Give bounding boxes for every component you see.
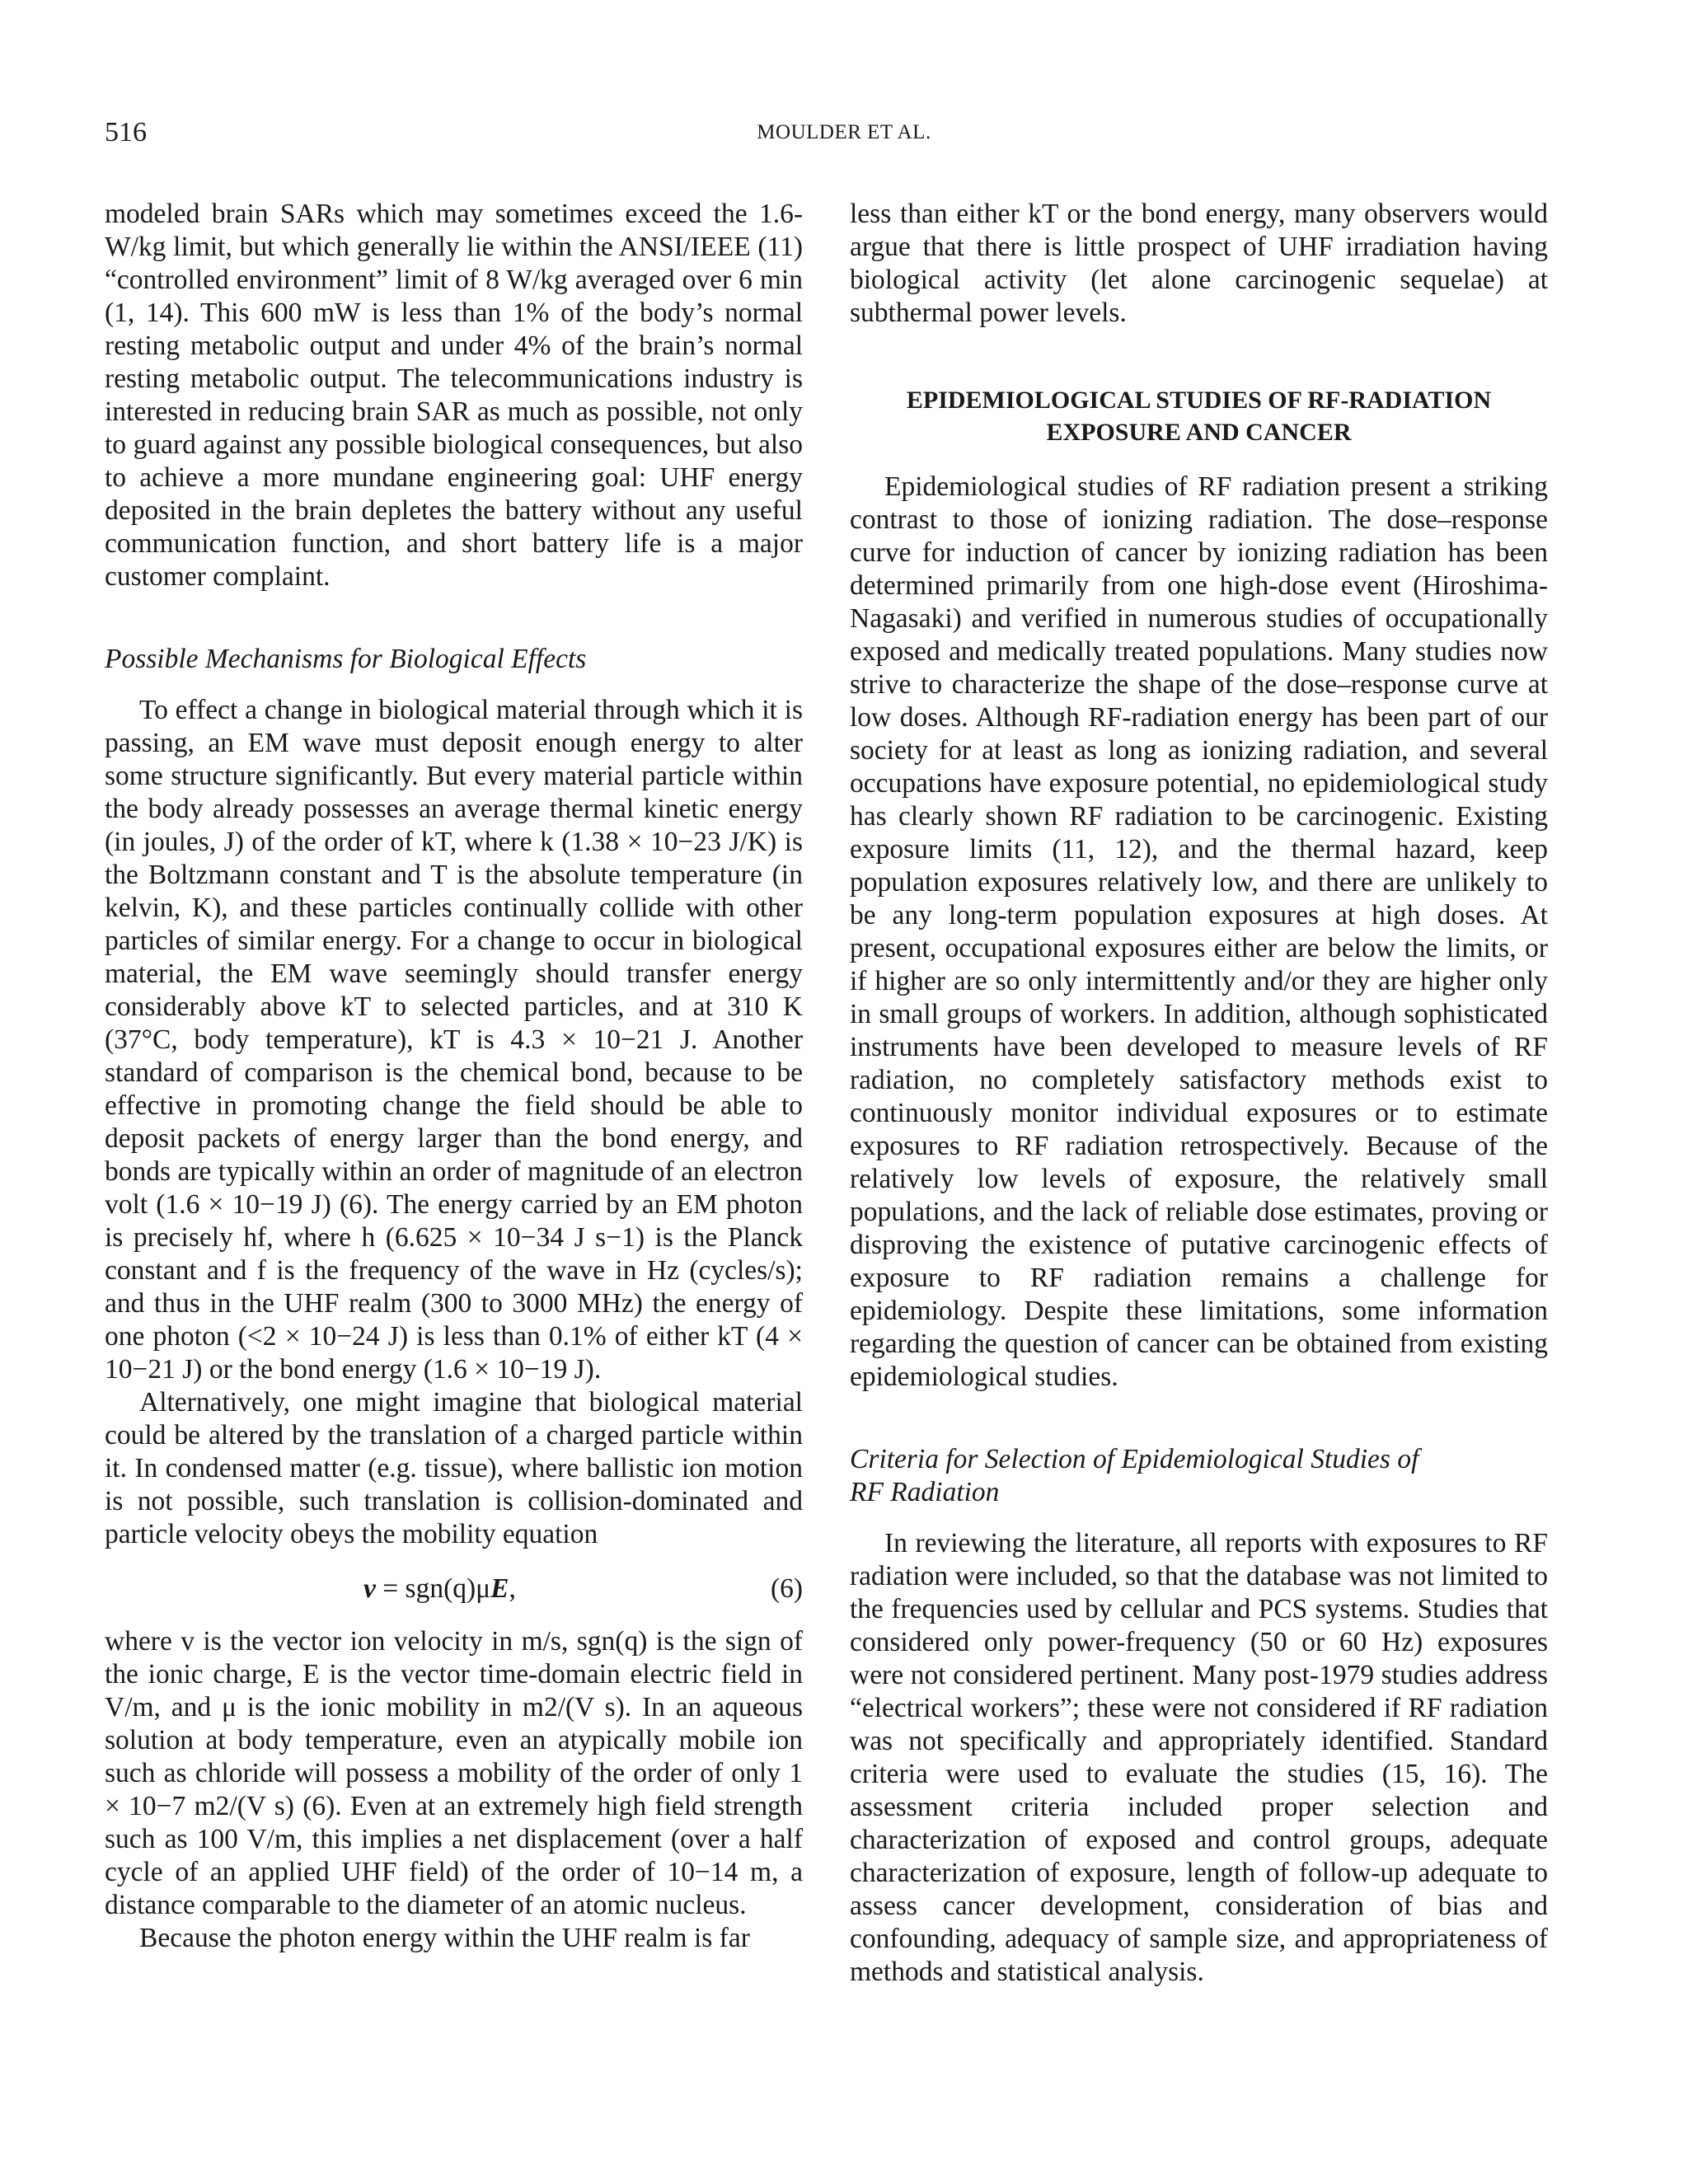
paragraph-literature-review: In reviewing the literature, all reports with exposures to RF radiation were included, so that the database was not limited to the frequencies used by cellular and PCS systems. Studies that considered only power-frequency (50 or 60 Hz) exposures were not considered pertinent. Many post-1979 studies address “electrical workers”; these were not considered if RF radiation was not specifically and appropriately identified. Standard criteria were used to evaluate the studies (15, 16). The assessment criteria included proper selection and characterization of exposed and control groups, adequate characterization of exposure, length of follow-up adequate to assess cancer development, consideration of bias and confounding, adequacy of sample size, and appropriateness of methods and statistical analysis. bbox=[850, 1528, 1548, 1987]
paragraph-charged-particle: Alternatively, one might imagine that biological material could be altered by the translation of a charged particle within it. In condensed matter (e.g. tissue), where ballistic ion motion is not possible, such translation is collision-dominated and particle velocity obeys the mobility equation bbox=[105, 1387, 803, 1549]
heading-epidemiological-line-2: EXPOSURE AND CANCER bbox=[1046, 419, 1352, 446]
equation-number: (6) bbox=[770, 1573, 803, 1604]
page-number: 516 bbox=[105, 117, 147, 148]
heading-criteria-line-1: Criteria for Selection of Epidemiological Studies of bbox=[850, 1444, 1419, 1474]
paragraph-epidemiological-contrast: Epidemiological studies of RF radiation present a striking contrast to those of ionizing radiation. The dose–response curve for induction of cancer by ionizing radiation has been determined primarily from one high-dose event (Hiroshima-Nagasaki) and verified in numerous studies of occupationally exposed and medically treated populations. Many studies now strive to characterize the shape of the dose–response curve at low doses. Although RF-radiation energy has been part of our society for at least as long as ionizing radiation, and several occupations have exposure potential, no epidemiological study has clearly shown RF radiation to be carcinogenic. Existing exposure limits (11, 12), and the thermal hazard, keep population exposures relatively low, and there are unlikely to be any long-term population exposures at high doses. At present, occupational exposures either are below the limits, or if higher are so only intermittently and/or they are higher only in small groups of workers. In addition, although sophisticated instruments have been developed to measure levels of RF radiation, no completely satisfactory methods exist to continuously monitor individual exposures or to estimate exposures to RF radiation retrospectively. Because of the relatively low levels of exposure, the relatively small populations, and the lack of reliable dose estimates, proving or disproving the existence of putative carcinogenic effects of exposure to RF radiation remains a challenge for epidemiology. Despite these limitations, some information regarding the question of cancer can be obtained from existing epidemiological studies. bbox=[850, 471, 1548, 1392]
equation-velocity-symbol: v bbox=[363, 1573, 376, 1604]
paragraph-photon-energy: Because the photon energy within the UHF realm is far bbox=[139, 1923, 750, 1953]
equation-field-symbol: E bbox=[490, 1573, 509, 1604]
heading-criteria-selection bbox=[850, 1443, 1548, 1509]
left-column bbox=[105, 198, 803, 1955]
heading-possible-mechanisms: Possible Mechanisms for Biological Effects bbox=[105, 644, 587, 674]
paragraph-uhf-biological-activity: less than either kT or the bond energy, many observers would argue that there is little prospect of UHF irradiation having biological activity (let alone carcinogenic sequelae) at subthermal power levels. bbox=[850, 199, 1548, 328]
equation-equals: = bbox=[375, 1573, 406, 1604]
paragraph-brain-sar: modeled brain SARs which may sometimes exceed the 1.6-W/kg limit, but which generally lie within the ANSI/IEEE (11) “controlled environment” limit of 8 W/kg averaged over 6 min (1, 14). This 600 mW is less than 1% of the body’s normal resting metabolic output and under 4% of the brain’s normal resting metabolic output. The telecommunications industry is interested in reducing brain SAR as much as possible, not only to guard against any possible biological consequences, but also to achieve a more mundane engineering goal: UHF energy deposited in the brain depletes the battery without any useful communication function, and short battery life is a major customer complaint. bbox=[105, 199, 803, 592]
running-head: MOULDER ET AL. bbox=[757, 121, 931, 143]
right-column bbox=[850, 198, 1548, 1989]
heading-criteria-line-2: RF Radiation bbox=[850, 1477, 1000, 1507]
equation-body bbox=[363, 1572, 516, 1605]
heading-epidemiological-studies bbox=[850, 384, 1548, 448]
paragraph-ion-velocity: where v is the vector ion velocity in m/s, sgn(q) is the sign of the ionic charge, E is the vector time-domain electric field in V/m, and μ is the ionic mobility in m2/(V s). In an aqueous solution at body temperature, even an atypically mobile ion such as chloride will possess a mobility of the order of only 1 × 10−7 m2/(V s) (6). Even at an extremely high field strength such as 100 V/m, this implies a net displacement (over a half cycle of an applied UHF field) of the order of 10−14 m, a distance comparable to the diameter of an atomic nucleus. bbox=[105, 1626, 803, 1920]
mobility-equation bbox=[105, 1572, 803, 1607]
equation-rhs: sgn(q)μ bbox=[405, 1573, 491, 1604]
heading-epidemiological-line-1: EPIDEMIOLOGICAL STUDIES OF RF-RADIATION bbox=[906, 387, 1492, 414]
equation-comma: , bbox=[509, 1573, 516, 1604]
paragraph-thermal-energy: To effect a change in biological material through which it is passing, an EM wave must deposit enough energy to alter some structure significantly. But every material particle within the body already possesses an average thermal kinetic energy (in joules, J) of the order of kT, where k (1.38 × 10−23 J/K) is the Boltzmann constant and T is the absolute temperature (in kelvin, K), and these particles continually collide with other particles of similar energy. For a change to occur in biological material, the EM wave seemingly should transfer energy considerably above kT to selected particles, and at 310 K (37°C, body temperature), kT is 4.3 × 10−21 J. Another standard of comparison is the chemical bond, because to be effective in promoting change the field should be able to deposit packets of energy larger than the bond energy, and bonds are typically within an order of magnitude of an electron volt (1.6 × 10−19 J) (6). The energy carried by an EM photon is precisely hf, where h (6.625 × 10−34 J s−1) is the Planck constant and f is the frequency of the wave in Hz (cycles/s); and thus in the UHF realm (300 to 3000 MHz) the energy of one photon (<2 × 10−24 J) is less than 0.1% of either kT (4 × 10−21 J) or the bond energy (1.6 × 10−19 J). bbox=[105, 695, 803, 1385]
